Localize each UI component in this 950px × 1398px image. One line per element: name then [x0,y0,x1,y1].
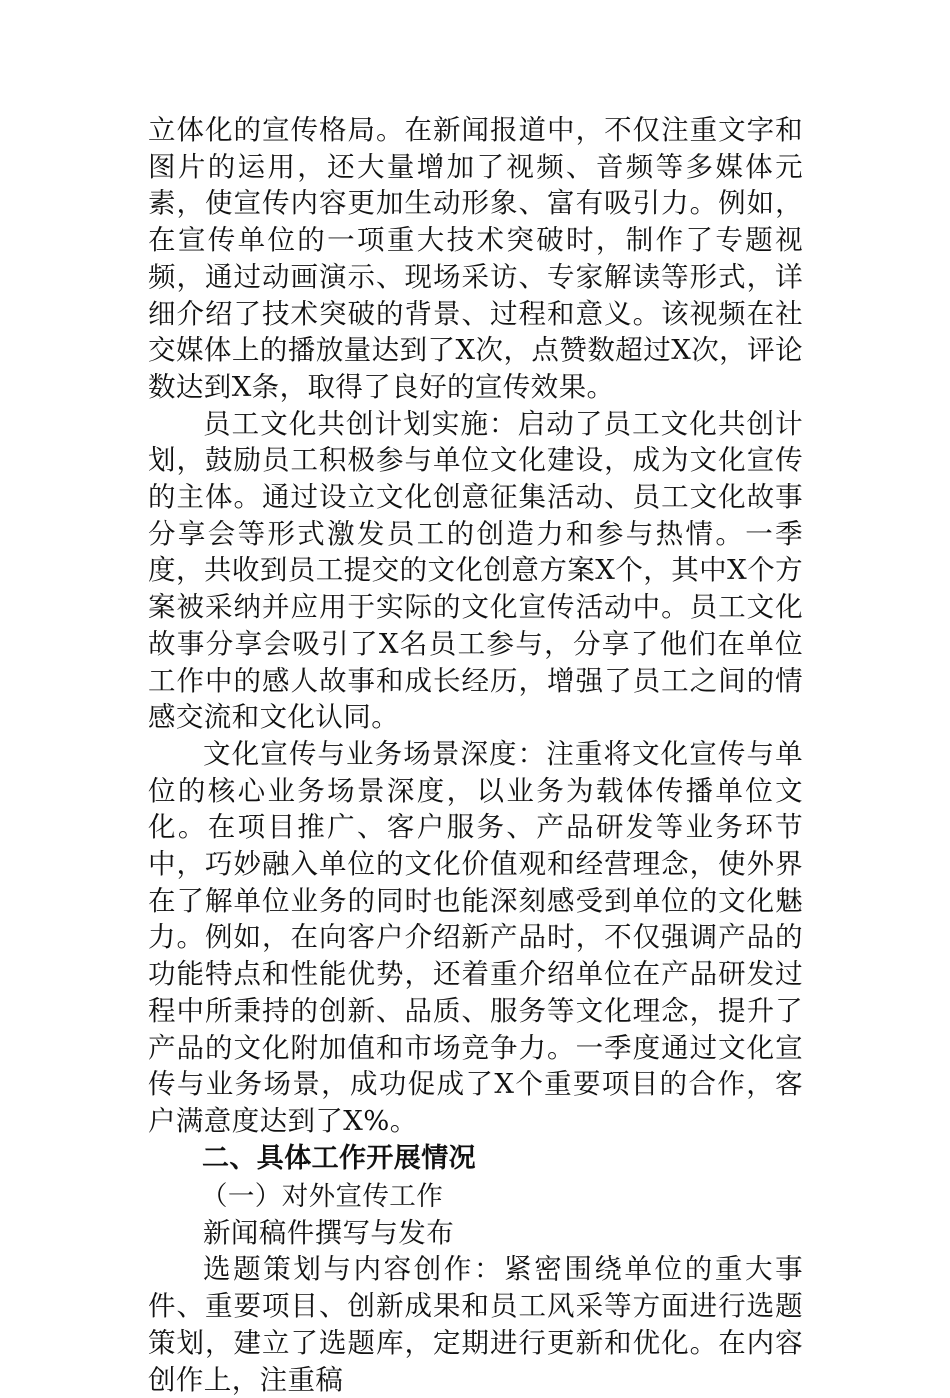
paragraph-culture-business: 文化宣传与业务场景深度：注重将文化宣传与单位的核心业务场景深度，以业务为载体传播单位文化。在项目推广、客户服务、产品研发等业务环节中，巧妙融入单位的文化价值观和经营理念，使外界在了解单位业务的同时也能深刻感受到单位的文化魅力。例如，在向客户介绍新产品时，不仅强调产品的功能特点和性能优势，还着重介绍单位在产品研发过程中所秉持的创新、品质、服务等文化理念，提升了产品的文化附加值和市场竞争力。一季度通过文化宣传与业务场景，成功促成了X个重要项目的合作，客户满意度达到了X%。 [148,737,803,1137]
subsection-heading: （一）对外宣传工作 [201,1180,444,1212]
section-title: 新闻稿件撰写与发布 [203,1216,455,1249]
paragraph-continued: 立体化的宣传格局。在新闻报道中，不仅注重文字和图片的运用，还大量增加了视频、音频等多媒体元素，使宣传内容更加生动形象、富有吸引力。例如，在宣传单位的一项重大技术突破时，制作了专题视频，通过动画演示、现场采访、专家解读等形式，详细介绍了技术突破的背景、过程和意义。该视频在社交媒体上的播放量达到了X次，点赞数超过X次，评论数达到X条，取得了良好的宣传效果。 [148,114,803,403]
paragraph-topic-planning: 选题策划与内容创作：紧密围绕单位的重大事件、重要项目、创新成果和员工风采等方面进行选题策划，建立了选题库，定期进行更新和优化。在内容创作上，注重稿 [148,1253,803,1396]
document-page [148,112,803,1398]
section-heading: 二、具体工作开展情况 [202,1142,476,1174]
paragraph-employee-culture: 员工文化共创计划实施：启动了员工文化共创计划，鼓励员工积极参与单位文化建设，成为文化宣传的主体。通过设立文化创意征集活动、员工文化故事分享会等形式激发员工的创造力和参与热情。一季度，共收到员工提交的文化创意方案X个，其中X个方案被采纳并应用于实际的文化宣传活动中。员工文化故事分享会吸引了X名员工参与，分享了他们在单位工作中的感人故事和成长经历，增强了员工之间的情感交流和文化认同。 [148,407,803,734]
